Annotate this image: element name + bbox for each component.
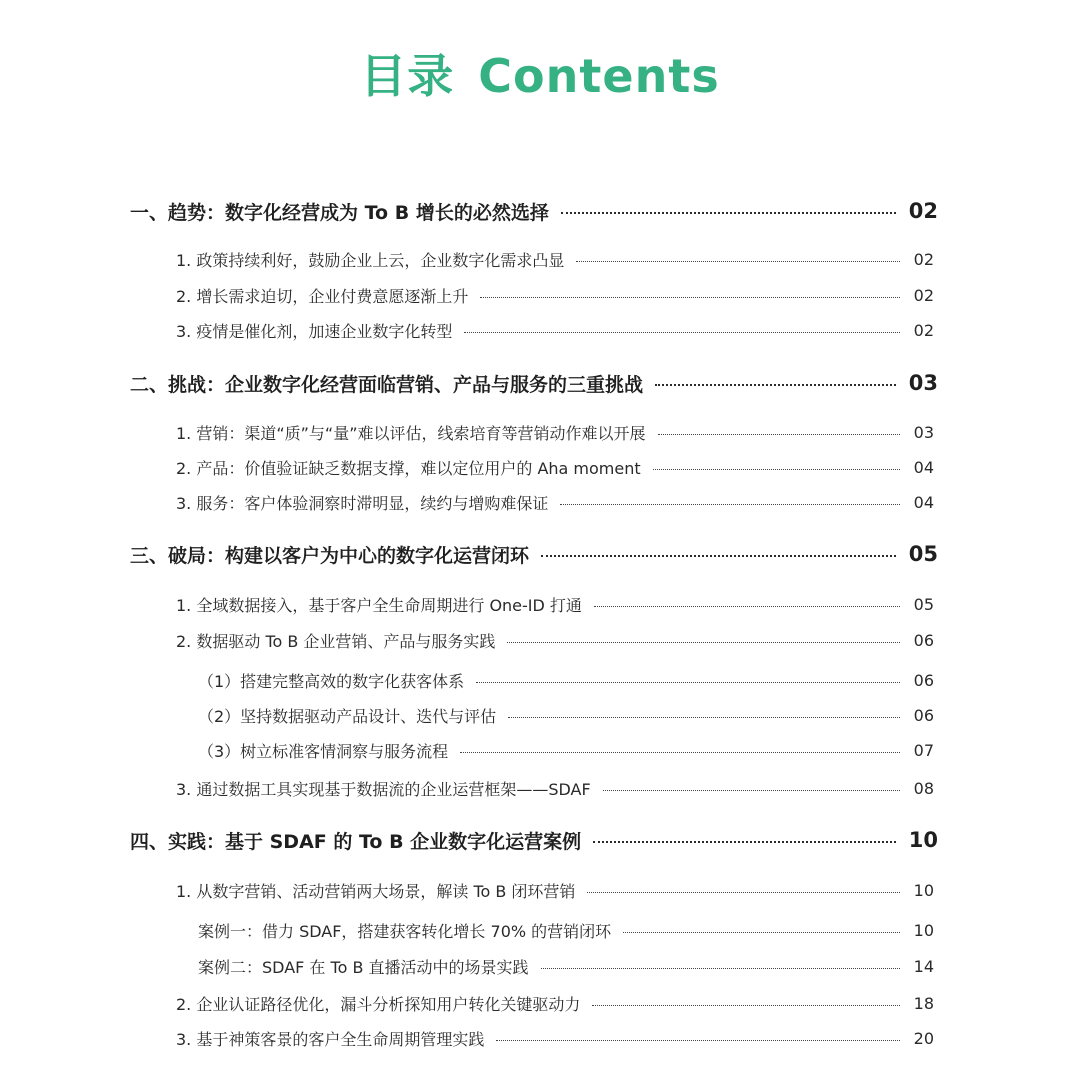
toc-item-label: 3. 疫情是催化剂，加速企业数字化转型 [176,321,453,341]
title-english: Contents [478,49,720,103]
dot-leader [655,384,896,386]
dot-leader [464,332,900,333]
dot-leader [476,682,900,683]
toc-item-label: 3. 服务：客户体验洞察时滞明显，续约与增购难保证 [176,493,549,513]
toc-page-number: 10 [913,920,934,940]
toc-item-label: 3. 基于神策客景的客户全生命周期管理实践 [176,1029,485,1049]
toc-subitem[interactable] [198,736,934,764]
page-title [0,40,1080,106]
toc-item[interactable] [176,626,934,654]
dot-leader [460,752,900,753]
dot-leader [593,841,896,843]
dot-leader [653,469,900,470]
toc-page-number: 02 [913,249,934,269]
toc-page-number: 02 [908,199,938,223]
toc-section-1[interactable] [130,195,938,227]
toc-section-label: 一、趋势：数字化经营成为 To B 增长的必然选择 [130,201,549,224]
toc-section-label: 四、实践：基于 SDAF 的 To B 企业数字化运营案例 [130,830,582,853]
dot-leader [658,434,900,435]
toc-subitem-label: 案例一：借力 SDAF，搭建获客转化增长 70% 的营销闭环 [198,921,612,941]
dot-leader [623,932,900,933]
toc-section-4[interactable] [130,824,938,856]
toc-page-number: 05 [913,594,934,614]
toc-item-label: 1. 政策持续利好，鼓励企业上云，企业数字化需求凸显 [176,250,565,270]
toc-item-label: 2. 企业认证路径优化，漏斗分析探知用户转化关键驱动力 [176,994,581,1014]
toc-item-label: 2. 数据驱动 To B 企业营销、产品与服务实践 [176,631,496,651]
toc-item[interactable] [176,488,934,516]
toc-item[interactable] [176,281,934,309]
toc-page-number: 07 [913,740,934,760]
toc-item-label: 1. 从数字营销、活动营销两大场景，解读 To B 闭环营销 [176,881,576,901]
toc-item-label: 3. 通过数据工具实现基于数据流的企业运营框架——SDAF [176,779,591,799]
toc-item[interactable] [176,590,934,618]
dot-leader [576,261,900,262]
toc-section-2[interactable] [130,367,938,399]
toc-item[interactable] [176,989,934,1017]
toc-subitem[interactable] [198,701,934,729]
toc-page-number: 02 [913,320,934,340]
toc-item[interactable] [176,453,934,481]
toc-item-label: 2. 增长需求迫切，企业付费意愿逐渐上升 [176,286,469,306]
toc-item[interactable] [176,245,934,273]
toc-subitem-label: （2）坚持数据驱动产品设计、迭代与评估 [198,706,497,726]
toc-item[interactable] [176,876,934,904]
toc-item[interactable] [176,1024,934,1052]
dot-leader [592,1005,900,1006]
dot-leader [561,212,896,214]
toc-page-number: 04 [913,492,934,512]
toc-page-number: 20 [913,1028,934,1048]
dot-leader [560,504,900,505]
toc-page-number: 03 [913,422,934,442]
toc-page-number: 10 [913,880,934,900]
toc-section-3[interactable] [130,538,938,570]
toc-item[interactable] [176,418,934,446]
toc-item-label: 1. 营销：渠道“质”与“量”难以评估，线索培育等营销动作难以开展 [176,423,646,443]
toc-item-label: 1. 全域数据接入，基于客户全生命周期进行 One-ID 打通 [176,595,582,615]
toc-section-label: 三、破局：构建以客户为中心的数字化运营闭环 [130,544,530,567]
toc-page-number: 05 [908,542,938,566]
toc-section-label: 二、挑战：企业数字化经营面临营销、产品与服务的三重挑战 [130,373,644,396]
toc-page-number: 10 [908,828,938,852]
dot-leader [496,1040,900,1041]
toc-subitem[interactable] [198,952,934,980]
dot-leader [541,555,896,557]
dot-leader [541,968,900,969]
toc-subitem-label: （3）树立标准客情洞察与服务流程 [198,741,449,761]
toc-subitem-label: （1）搭建完整高效的数字化获客体系 [198,671,465,691]
dot-leader [507,642,900,643]
toc-subitem-label: 案例二：SDAF 在 To B 直播活动中的场景实践 [198,957,529,977]
toc-page-number: 08 [913,778,934,798]
toc-page-number: 04 [913,457,934,477]
toc-page-number: 06 [913,705,934,725]
dot-leader [587,892,900,893]
dot-leader [603,790,900,791]
toc-page-number: 06 [913,630,934,650]
toc-page-number: 18 [913,993,934,1013]
dot-leader [594,606,900,607]
toc-subitem[interactable] [198,916,934,944]
dot-leader [480,297,900,298]
toc-item[interactable] [176,316,934,344]
toc-subitem[interactable] [198,666,934,694]
toc-page-number: 03 [908,371,938,395]
toc-page-number: 06 [913,670,934,690]
title-chinese: 目录 [360,49,455,103]
toc-item[interactable] [176,774,934,802]
toc-page-number: 14 [913,956,934,976]
toc-item-label: 2. 产品：价值验证缺乏数据支撑，难以定位用户的 Aha moment [176,458,641,478]
toc-page-number: 02 [913,285,934,305]
dot-leader [508,717,900,718]
